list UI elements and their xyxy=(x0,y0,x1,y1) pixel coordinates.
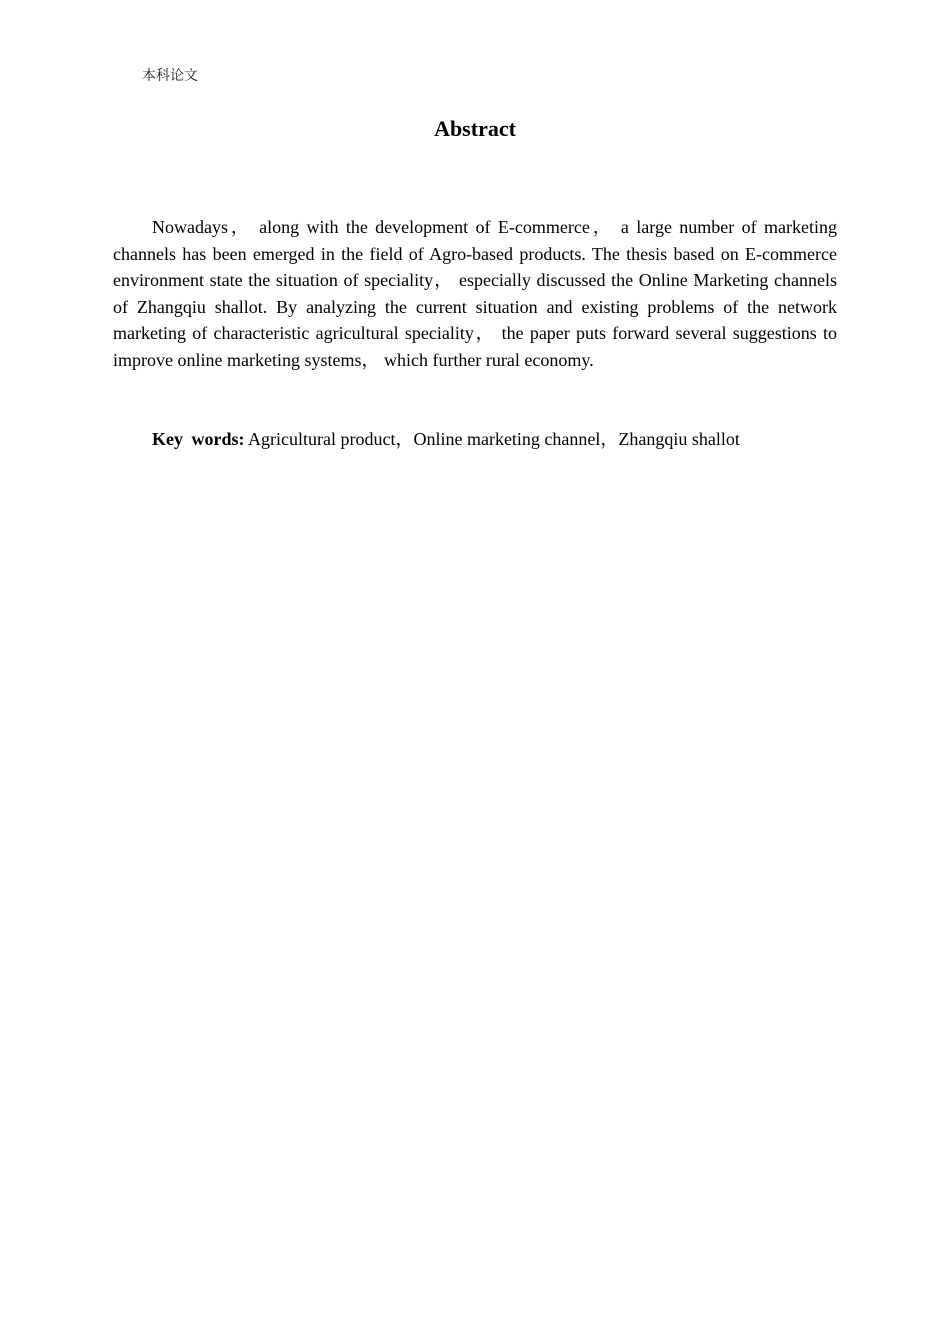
abstract-title: Abstract xyxy=(434,116,516,141)
keywords-value: Agricultural product，Online marketing channel，Zhangqiu shallot xyxy=(248,429,740,449)
keywords-line xyxy=(113,426,837,453)
page-header-label: 本科论文 xyxy=(142,68,198,84)
keywords-label: Key words: xyxy=(152,429,245,449)
abstract-body-paragraph: Nowadays， along with the development of E-commerce， a large number of marketing channels has been emerged in the field of Agro-based products. The thesis based on E-commerce environment state the situation of speciality， especially discussed the Online Marketing channels of Zhangqiu shallot. By analyzing the current situation and existing problems of the network marketing of characteristic agricultural speciality， the paper puts forward several suggestions to improve online marketing systems， which further rural economy. xyxy=(113,217,837,370)
